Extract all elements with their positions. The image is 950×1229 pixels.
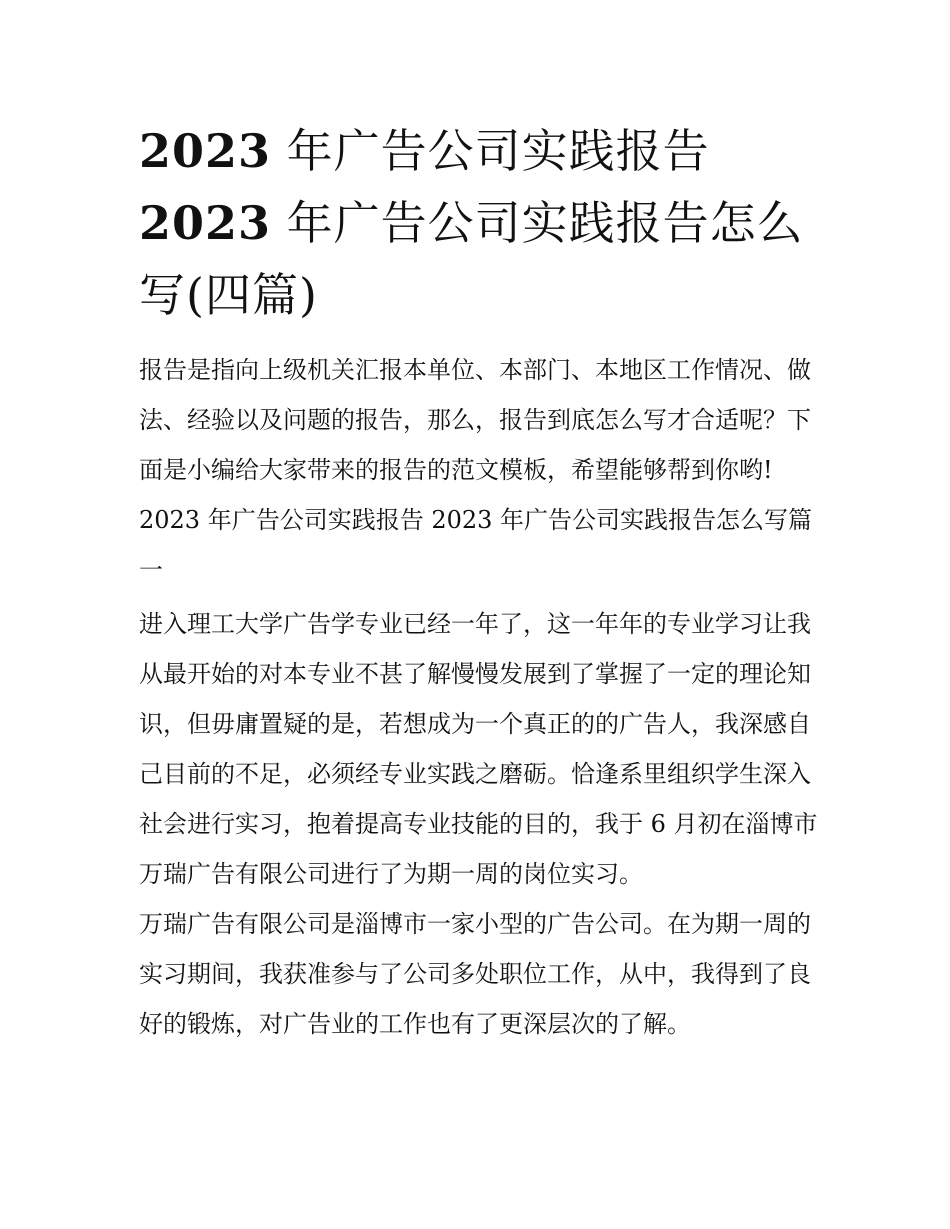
title-line-2 bbox=[139, 187, 819, 259]
document-content bbox=[139, 115, 819, 1049]
title-year-1: 2023 bbox=[139, 124, 272, 178]
title-text-2: 年广告公司实践报告怎么 bbox=[286, 196, 804, 250]
title-text-1: 年广告公司实践报告 bbox=[286, 124, 710, 178]
document-title bbox=[139, 115, 819, 331]
title-line-3: 写(四篇) bbox=[139, 268, 318, 322]
intro-paragraph: 报告是指向上级机关汇报本单位、本部门、本地区工作情况、做法、经验以及问题的报告，那么，报告到底怎么写才合适呢？下面是小编给大家带来的报告的范文模板，希望能够帮到你哟! bbox=[139, 356, 811, 484]
body-paragraph-1: 进入理工大学广告学专业已经一年了，这一年年的专业学习让我从最开始的对本专业不甚了解慢慢发展到了掌握了一定的理论知识，但毋庸置疑的是，若想成为一个真正的的广告人，我深感自己目前的不足，必须经专业实践之磨砺。恰逢系里组织学生深入社会进行实习，抱着提高专业技能的目的，我于 6 月初在淄博市万瑞广告有限公司进行了为期一周的岗位实习。 bbox=[139, 610, 818, 888]
body-paragraph-2: 万瑞广告有限公司是淄博市一家小型的广告公司。在为期一周的实习期间，我获准参与了公司多处职位工作，从中，我得到了良好的锻炼，对广告业的工作也有了更深层次的了解。 bbox=[139, 910, 811, 1038]
title-line-1 bbox=[139, 115, 819, 187]
title-year-2: 2023 bbox=[139, 196, 272, 250]
section-heading: 2023 年广告公司实践报告 2023 年广告公司实践报告怎么写篇一 bbox=[139, 506, 813, 584]
